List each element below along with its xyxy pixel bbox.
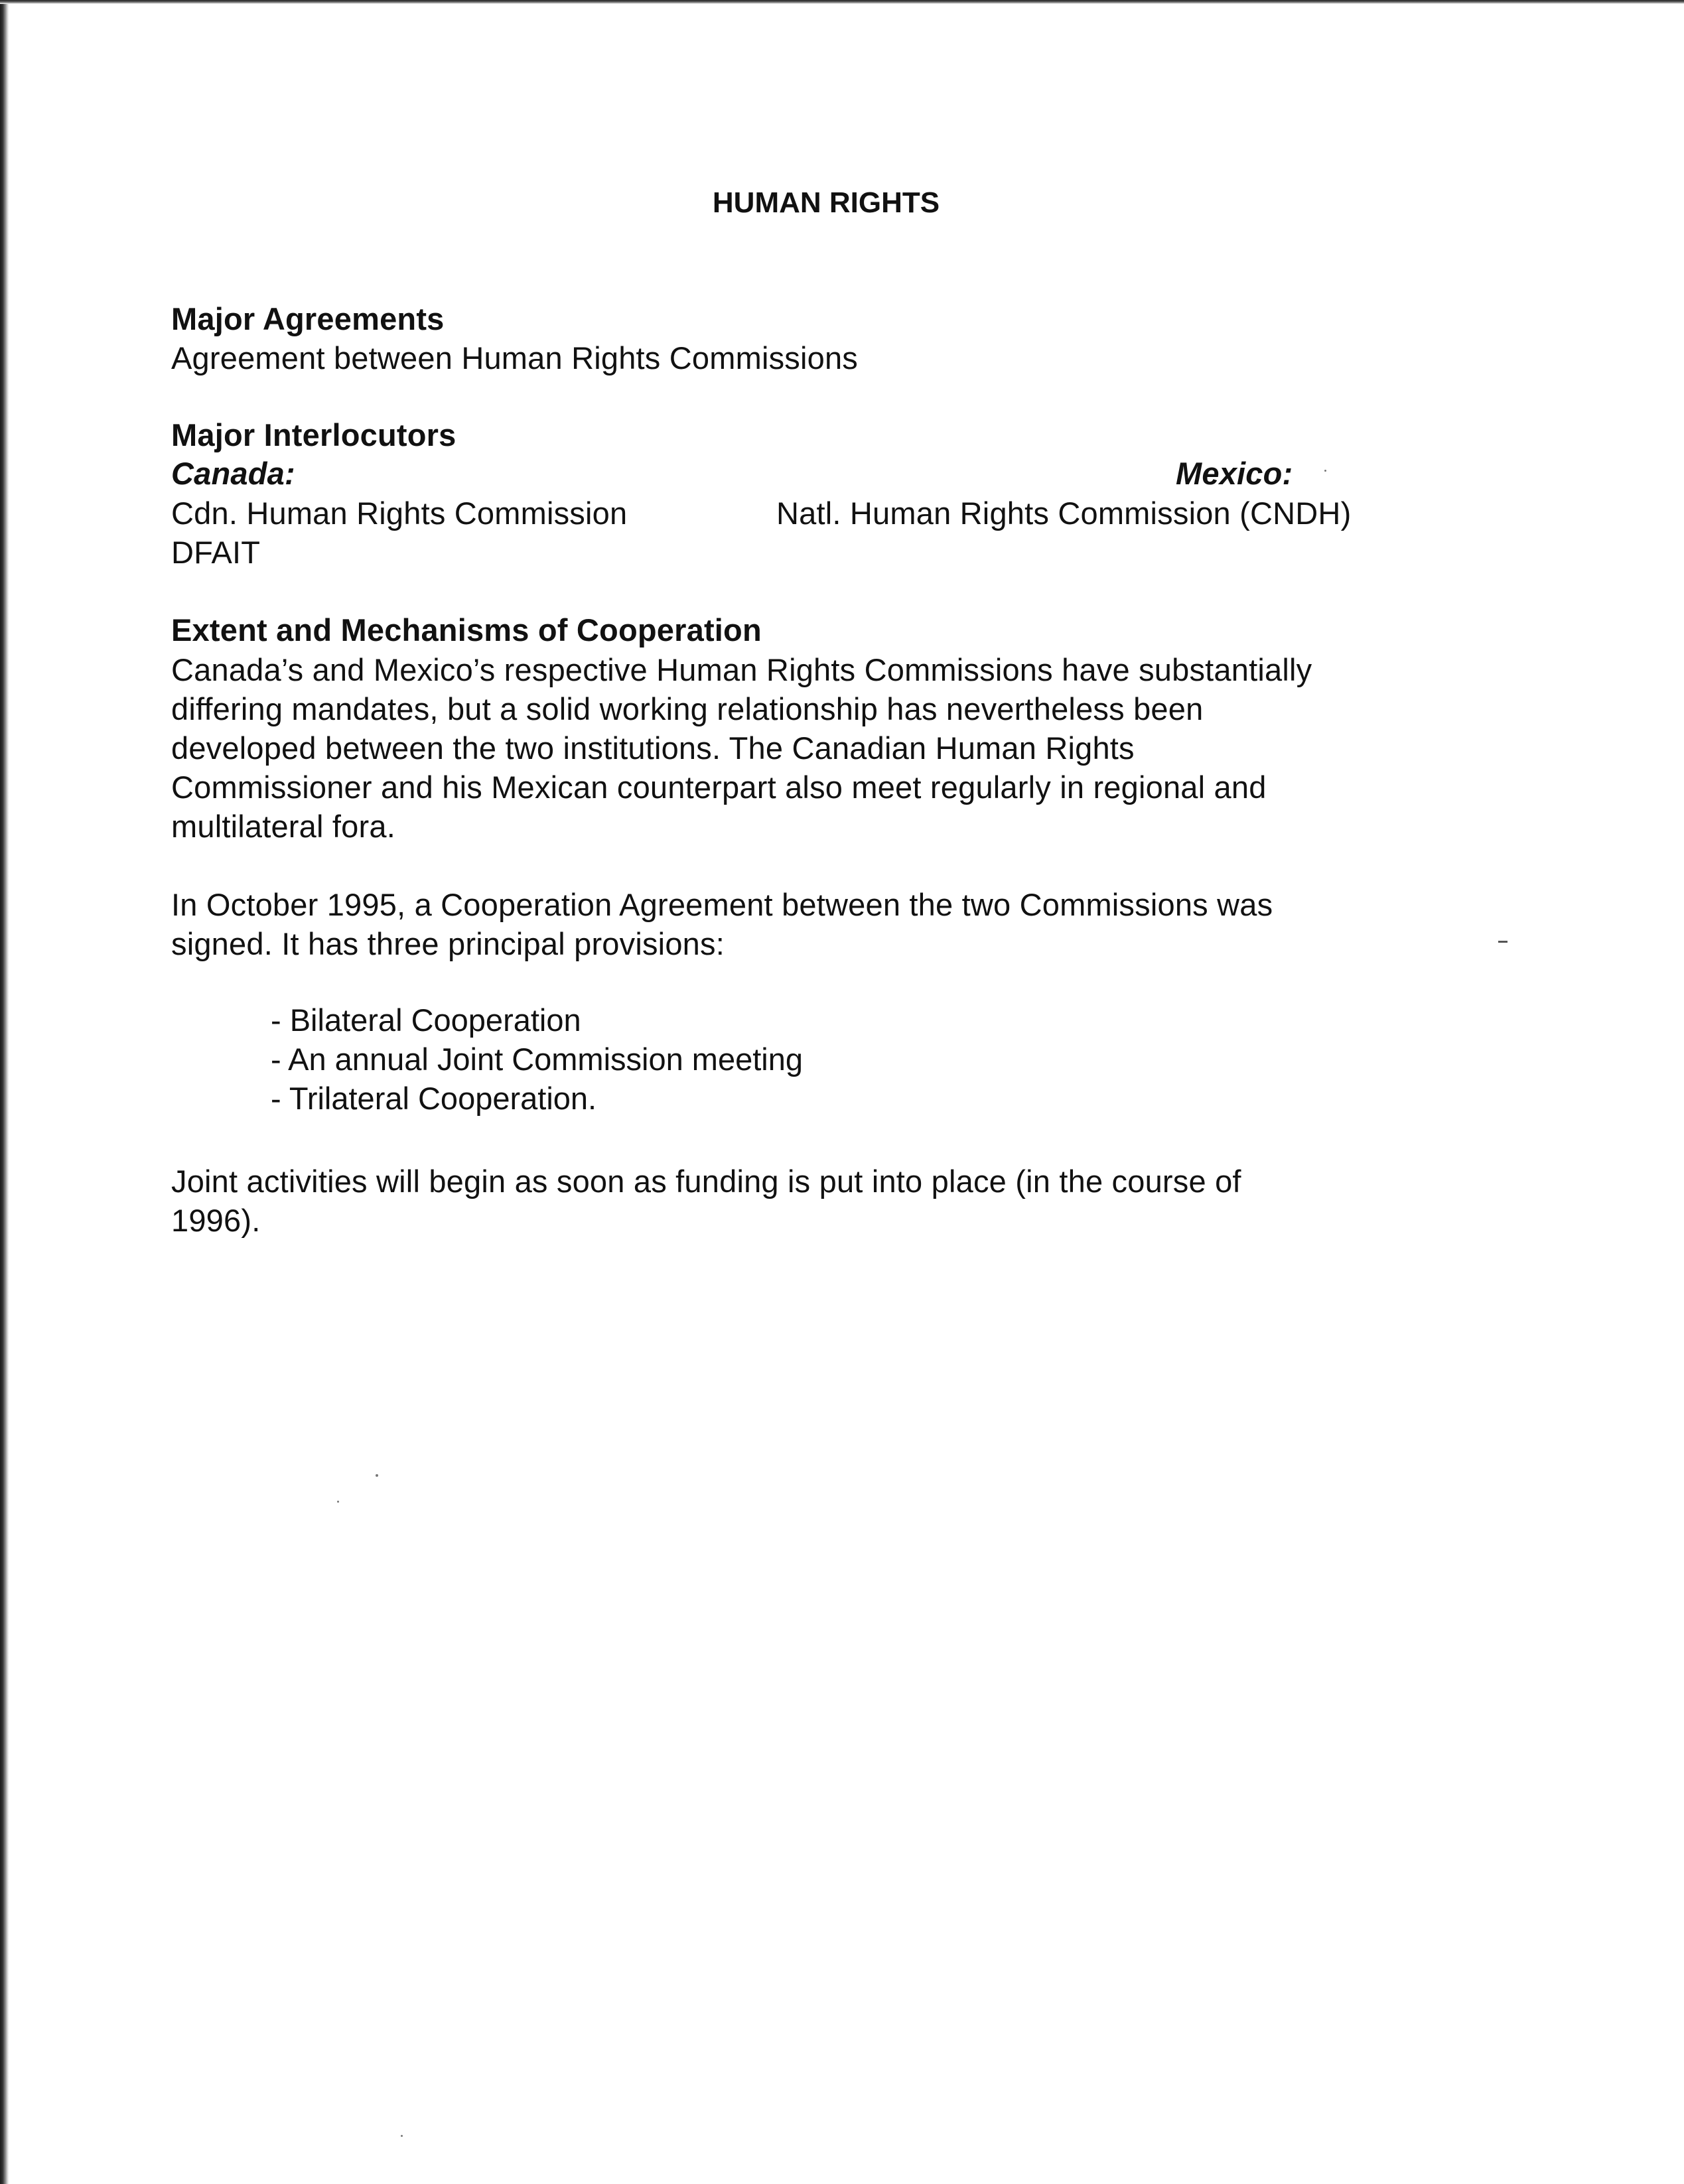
paragraph-line: 1996). (171, 1203, 261, 1238)
paragraph-line: signed. It has three principal provisions: (171, 926, 725, 961)
list-item: - Bilateral Cooperation (271, 1002, 581, 1038)
list-item: - An annual Joint Commission meeting (271, 1042, 804, 1077)
scan-dash-mark (1498, 941, 1508, 943)
paragraph-line: Commissioner and his Mexican counterpart also meet regularly in regional and (171, 770, 1267, 805)
major-agreements-text: Agreement between Human Rights Commissions (171, 340, 859, 375)
canada-interlocutor: Cdn. Human Rights Commission (171, 496, 628, 531)
canada-label: Canada: (171, 456, 295, 491)
paragraph-line: differing mandates, but a solid working relationship has nevertheless been (171, 691, 1204, 726)
paragraph-line: Joint activities will begin as soon as funding is put into place (in the course of (171, 1164, 1241, 1199)
list-item: - Trilateral Cooperation. (271, 1081, 597, 1116)
paragraph-line: Canada’s and Mexico’s respective Human Rights Commissions have substantially (171, 652, 1312, 687)
scan-speck (337, 1501, 339, 1503)
major-agreements-heading: Major Agreements (171, 301, 445, 336)
page-title: HUMAN RIGHTS (712, 186, 940, 219)
cooperation-heading: Extent and Mechanisms of Cooperation (171, 612, 762, 648)
provisions-list (271, 1000, 803, 1118)
canada-interlocutor: DFAIT (171, 535, 261, 570)
mexico-interlocutor: Natl. Human Rights Commission (CNDH) (776, 496, 1352, 531)
scan-speck (401, 2135, 403, 2137)
scan-speck (376, 1474, 378, 1477)
paragraph-line: multilateral fora. (171, 809, 395, 844)
paragraph-line: In October 1995, a Cooperation Agreement between the two Commissions was (171, 887, 1273, 922)
scan-edge-left (0, 0, 9, 2184)
major-interlocutors-heading: Major Interlocutors (171, 417, 456, 452)
scan-speck (1324, 470, 1326, 472)
mexico-label: Mexico: (1176, 456, 1293, 491)
scan-edge-top (0, 0, 1684, 4)
paragraph-line: developed between the two institutions. The Canadian Human Rights (171, 730, 1135, 766)
